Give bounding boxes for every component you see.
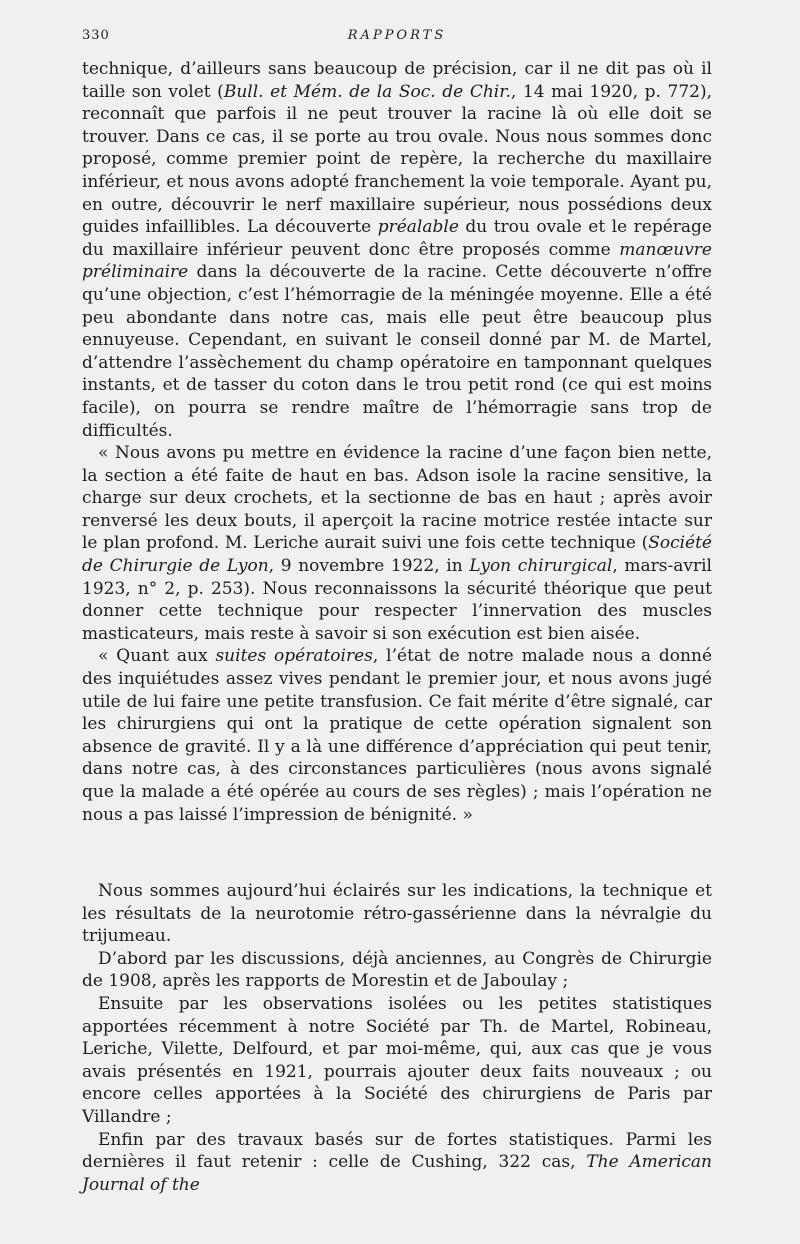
text-run: « Nous avons pu mettre en évidence la racine d’une façon bien nette, la section a été faite de haut en bas. Adson isole la racine sensitive, la charge sur deux crochets, et la sectionne de bas en haut ; après avoir renversé les deux bouts, il aperçoit la racine motrice restée intacte sur le plan profond. M. Leriche aurait suivi une fois cette technique ( xyxy=(82,443,712,554)
text-run: Enfin par des travaux basés sur de fortes statistiques. Parmi les dernières il faut retenir : celle de Cushing, 322 cas, xyxy=(82,1129,712,1173)
page-number: 330 xyxy=(82,28,110,43)
paragraph xyxy=(82,442,712,645)
paragraph xyxy=(82,1129,712,1197)
paragraph xyxy=(82,948,712,993)
text-run: , mars-avril 1923, n° 2, p. 253). Nous reconnaissons la sécurité théorique que peut donner cette technique pour respecter l’innervation des muscles masticateurs, mais reste à savoir si son exécution est bien aisée. xyxy=(82,556,712,644)
italic-text-run: manœuvre préliminaire xyxy=(82,239,712,283)
text-run: « Quant aux xyxy=(98,646,216,667)
paragraph xyxy=(82,880,712,948)
text-run: , l’état de notre malade nous a donné des inquiétudes assez vives pendant le premier jour, et nous avons jugé utile de lui faire une petite transfusion. Ce fait mérite d’être signalé, car les chirurgiens qui ont la pratique de cette opération signalent son absence de gravité. Il y a là une différence d’appréciation qui peut tenir, dans notre cas, à des circonstances particulières (nous avons signalé que la malade a été opérée au cours de ses règles) ; mais l’opération ne nous a pas laissé l’impression de bénignité. » xyxy=(82,646,713,825)
text-run: D’abord par les discussions, déjà anciennes, au Congrès de Chirurgie de 1908, après les rapports de Morestin et de Jaboulay ; xyxy=(82,948,712,992)
report-discussion-section xyxy=(82,880,712,1196)
italic-text-run: Bull. et Mém. de la Soc. de Chir. xyxy=(223,81,511,102)
text-run: , 9 novembre 1922, in xyxy=(268,556,470,577)
text-run: Ensuite par les observations isolées ou les petites statistiques apportées récemment à notre Société par Th. de Martel, Robineau, Leriche, Vilette, Delfourd, et par moi-même, qui, aux cas que je vous avais présentés en 1921, pourrais ajouter deux faits nouveaux ; ou encore celles apportées à la Société des chirurgiens de Paris par Villandre ; xyxy=(82,993,712,1127)
italic-text-run: Lyon chirurgical xyxy=(469,556,613,577)
text-run: , 14 mai 1920, p. 772), reconnaît que parfois il ne peut trouver la racine là où elle doit se trouver. Dans ce cas, il se porte au trou ovale. Nous nous sommes donc proposé, comme premier point de repère, la recherche du maxillaire inférieur, et nous avons adopté franchement la voie temporale. Ayant pu, en outre, découvrir le nerf maxillaire supérieur, nous possédions deux guides infaillibles. La découverte xyxy=(82,81,713,238)
italic-text-run: suites opératoires xyxy=(215,646,373,667)
paragraph xyxy=(82,58,712,442)
italic-text-run: Société de Chirurgie de Lyon xyxy=(82,533,712,577)
italic-text-run: préalable xyxy=(377,217,459,238)
text-run: technique, d’ailleurs sans beaucoup de précision, car il ne dit pas où il taille son volet ( xyxy=(82,59,712,102)
running-header xyxy=(82,28,712,48)
report-quotation-section xyxy=(82,58,712,826)
paragraph xyxy=(82,645,712,826)
running-title: RAPPORTS xyxy=(347,28,447,43)
italic-text-run: The American Journal of the xyxy=(82,1152,713,1195)
paragraph xyxy=(82,993,712,1129)
text-run: dans la découverte de la racine. Cette découverte n’offre qu’une objection, c’est l’hémorragie de la méningée moyenne. Elle a été peu abondante dans notre cas, mais elle peut être beaucoup plus ennuyeuse. Cependant, en suivant le conseil donné par M. de Martel, d’attendre l’assèchement du champ opératoire en tamponnant quelques instants, et de tasser du coton dans le trou petit rond (ce qui est moins facile), on pourra se rendre maître de l’hémorragie sans trop de difficultés. xyxy=(82,262,712,441)
text-run: du trou ovale et le repérage du maxillaire inférieur peuvent donc être proposés comme xyxy=(82,217,712,260)
text-run: Nous sommes aujourd’hui éclairés sur les indications, la technique et les résultats de la neurotomie rétro-gassérienne dans la névralgie du trijumeau. xyxy=(82,881,712,947)
